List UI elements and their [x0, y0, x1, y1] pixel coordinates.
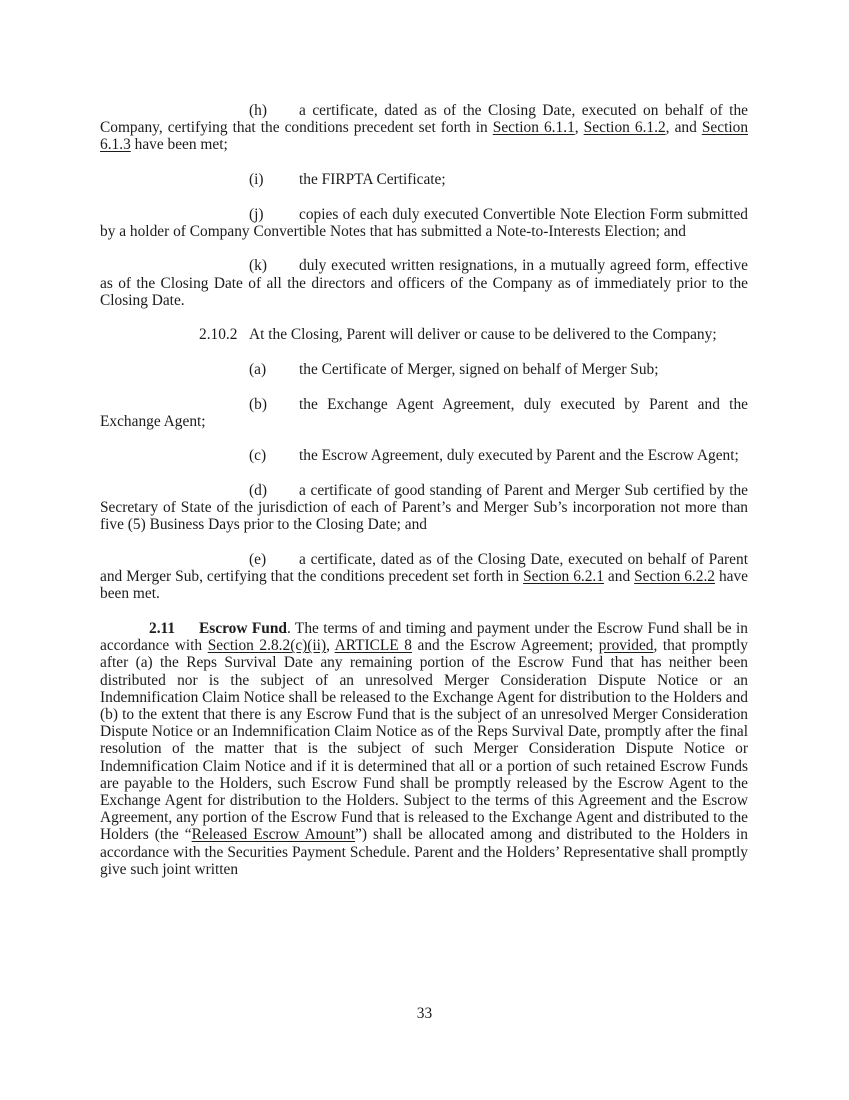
clause-label: (a) — [249, 360, 267, 378]
section-number: 2.10.2 — [199, 326, 238, 344]
document-body — [100, 102, 748, 878]
section-reference: Section 6.1.1 — [492, 119, 575, 137]
clause-label: (i) — [249, 171, 264, 188]
section-title: Escrow Fund — [199, 619, 287, 637]
section-reference: Section 6.1.2 — [583, 119, 666, 137]
clause-label: (h) — [249, 102, 267, 119]
section-number: 2.11 — [149, 619, 176, 637]
clause-label: (b) — [249, 395, 267, 413]
clause-a: (a) the Certificate of Merger, signed on behalf of Merger Sub; — [249, 360, 659, 378]
section-reference: ARTICLE 8 — [334, 637, 412, 655]
clause-c: (c) the Escrow Agreement, duly executed by Parent and the Escrow Agent; — [249, 447, 739, 465]
clause-label: (d) — [249, 481, 267, 499]
section-2-10-2: 2.10.2 At the Closing, Parent will deliver or cause to be delivered to the Company; — [199, 326, 717, 344]
clause-label: (k) — [249, 257, 267, 275]
clause-label: (c) — [249, 447, 267, 465]
clause-i: (i) the FIRPTA Certificate; — [249, 171, 446, 188]
clause-e: (e) a certificate, dated as of the Closing Date, executed on behalf of Parent and Merger Sub, certifying that the conditions precedent set forth in Section 6.2.1 and Section 6.2.2 have been met. — [100, 550, 749, 603]
clause-b: (b) the Exchange Agent Agreement, duly executed by Parent and the Exchange Agent; — [100, 395, 748, 430]
clause-label: (j) — [249, 205, 264, 223]
defined-term: provided — [598, 637, 654, 655]
clause-label: (e) — [249, 550, 267, 568]
section-reference: Section 6.2.1 — [523, 568, 604, 586]
page-number: 33 — [416, 1005, 433, 1022]
section-2-11: 2.11 Escrow Fund. The terms of and timing and payment under the Escrow Fund shall be in accordance with Section 2.8.2(c)(ii), ARTICLE 8 and the Escrow Agreement; provided, that promptly after (a) the Reps Survival Date any remaining portion of the Escrow Fund that has neither been distributed nor is the subject of an unresolved Merger Consideration Dispute Notice or an Indemnification Claim Notice shall be released to the Exchange Agent for distribution to the Holders and (b) to the extent that there is any Escrow Fund that is the subject of an unresolved Merger Consideration Dispute Notice or an Indemnification Claim Notice as of the Reps Survival Date, promptly after the final resolution of the matter that is the subject of such Merger Consideration Dispute Notice or Indemnification Claim Notice and if it is determined that all or a portion of such retained Escrow Funds are payable to the Holders, such Escrow Fund shall be promptly released by the Escrow Agent to the Exchange Agent for distribution to the Holders. Subject to the terms of this Agreement and the Escrow Agreement, any portion of the Escrow Fund that is released to the Exchange Agent and distributed to the Holders (the “Released Escrow Amount”) shall be allocated among and distributed to the Holders in accordance with the Securities Payment Schedule. Parent and the Holders’ Representative shall promptly give such joint written — [100, 619, 748, 878]
clause-d: (d) a certificate of good standing of Parent and Merger Sub certified by the Secretary of State of the jurisdiction of each of Parent’s and Merger Sub’s incorporation not more than five (5) Business Days prior to the Closing Date; and — [100, 481, 748, 534]
clause-j: (j) copies of each duly executed Convertible Note Election Form submitted by a holder of Company Convertible Notes that has submitted a Note-to-Interests Election; and — [100, 205, 748, 240]
section-reference: Section 2.8.2(c)(ii) — [207, 637, 327, 655]
section-reference: Section 6.1.3 — [100, 119, 749, 154]
defined-term: Released Escrow Amount — [191, 826, 355, 844]
clause-h: (h) a certificate, dated as of the Closing Date, executed on behalf of the Company, certifying that the conditions precedent set forth in Section 6.1.1, Section 6.1.2, and Section 6.1.3 have been met; — [100, 102, 749, 154]
clause-k: (k) duly executed written resignations, in a mutually agreed form, effective as of the Closing Date of all the directors and officers of the Company as of immediately prior to the Closing Date. — [100, 257, 748, 309]
section-reference: Section 6.2.2 — [634, 568, 716, 586]
